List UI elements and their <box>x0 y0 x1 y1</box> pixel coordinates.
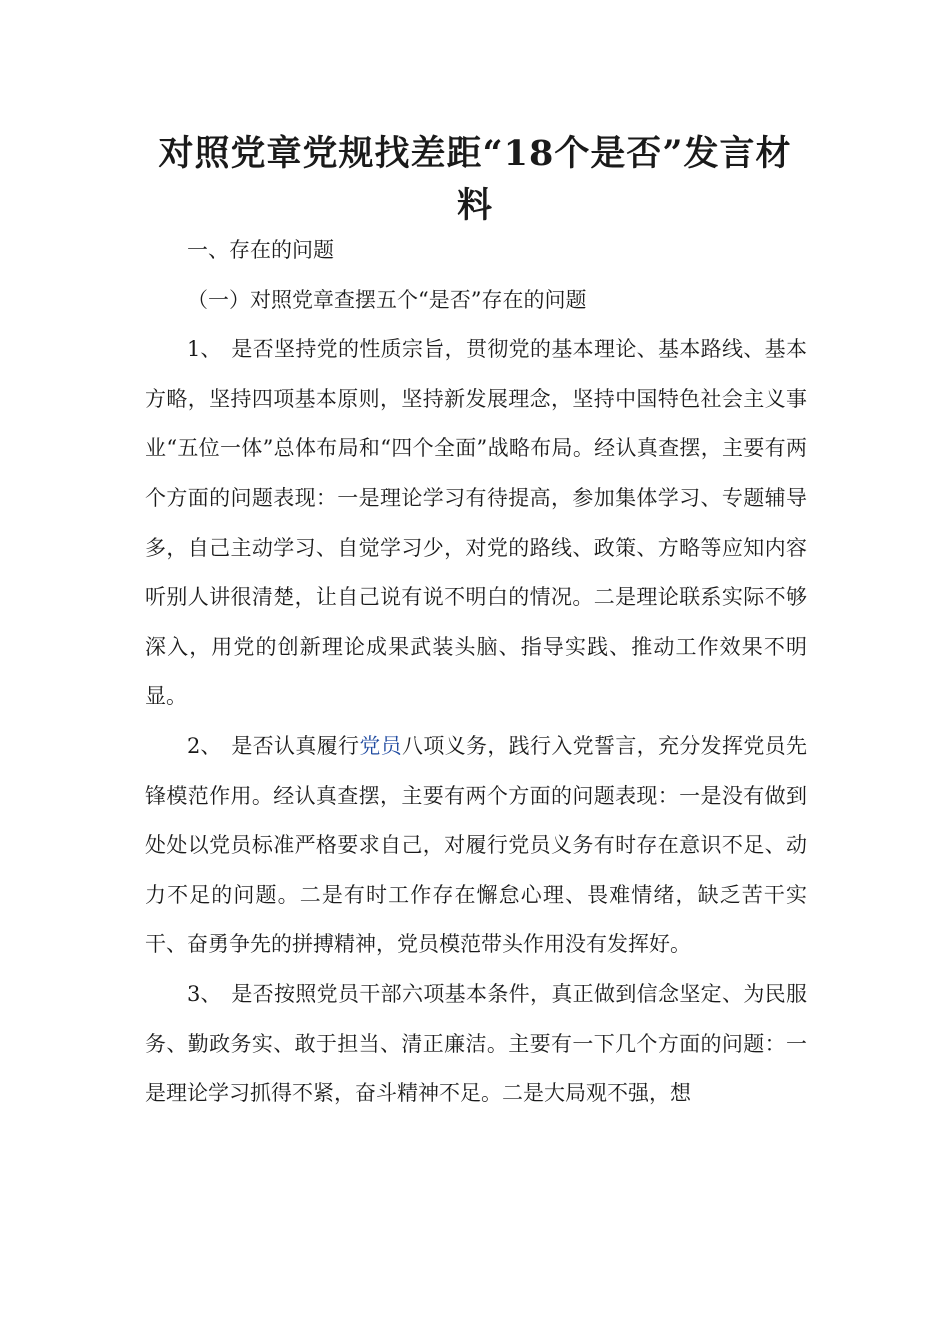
item-number: 3、 <box>187 981 222 1006</box>
item-paragraph-1 <box>145 325 807 722</box>
party-member-link[interactable]: 党员 <box>359 733 403 758</box>
item-text: 是否坚持党的性质宗旨，贯彻党的基本理论、基本路线、基本方略，坚持四项基本原则，坚持新发展理念，坚持中国特色社会主义事业“五位一体”总体布局和“四个全面”战略布局。经认真查摆，主要有两个方面的问题表现：一是理论学习有待提高，参加集体学习、专题辅导多，自己主动学习、自觉学习少，对党的路线、政策、方略等应知内容听别人讲很清楚，让自己说有说不明白的情况。二是理论联系实际不够深入，用党的创新理论成果武装头脑、指导实践、推动工作效果不明显。 <box>145 337 807 709</box>
item-number: 2、 <box>187 733 222 758</box>
document-title: 对照党章党规找差距“18个是否”发言材料 <box>158 133 792 226</box>
document-body <box>145 226 807 1119</box>
item-text-after-link: 八项义务，践行入党誓言，充分发挥党员先锋模范作用。经认真查摆，主要有两个方面的问题表现：一是没有做到处处以党员标准严格要求自己，对履行党员义务有时存在意识不足、动力不足的问题。二是有时工作存在懈怠心理、畏难情绪，缺乏苦干实干、奋勇争先的拼搏精神，党员模范带头作用没有发挥好。 <box>145 733 808 957</box>
item-paragraph-2 <box>145 722 807 970</box>
section-heading: 一、存在的问题 <box>187 238 334 262</box>
item-text-before-link: 是否认真履行 <box>231 733 360 758</box>
item-text: 是否按照党员干部六项基本条件，真正做到信念坚定、为民服务、勤政务实、敢于担当、清正廉洁。主要有一下几个方面的问题：一是理论学习抓得不紧，奋斗精神不足。二是大局观不强，想 <box>145 981 807 1106</box>
subsection-heading: （一）对照党章查摆五个“是否”存在的问题 <box>187 287 587 312</box>
item-number: 1、 <box>187 337 222 362</box>
item-paragraph-3 <box>145 970 807 1119</box>
